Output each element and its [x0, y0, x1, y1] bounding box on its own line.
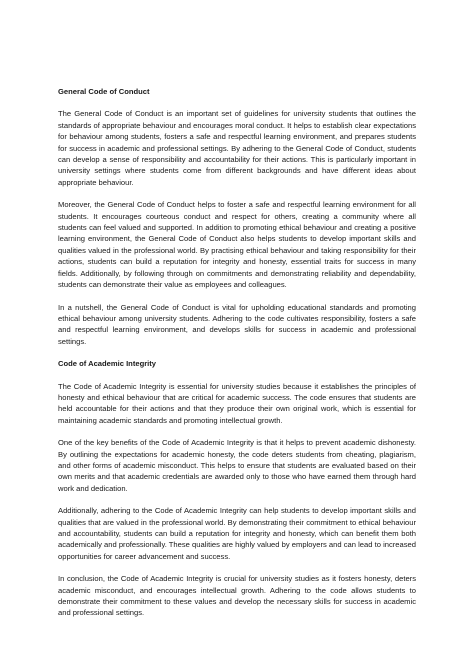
paragraph: Moreover, the General Code of Conduct helps to foster a safe and respectful learning environment for all students. It encourages courteous conduct and respect for others, creating a community where all students can feel valued and supported. In addition to promoting ethical behaviour and creating a positive learning environment, the General Code of Conduct also helps students to develop important skills and qualities valued in the professional world. By practising ethical behaviour and taking responsibility for their actions, students can build a reputation for integrity and honesty, essential traits for success in many fields. Additionally, by following through on commitments and demonstrating reliability and dependability, students can demonstrate their value as employees and colleagues.: [58, 200, 416, 290]
paragraph: The General Code of Conduct is an important set of guidelines for university students that outlines the standards of appropriate behaviour and encourages moral conduct. It helps to establish clear expectations for behaviour among students, fosters a safe and respectful learning environment, and prepares students for success in academic and professional settings. By adhering to the General Code of Conduct, students can develop a sense of responsibility and accountability for their actions. This is particularly important in university settings where students come from different backgrounds and have different ideas about appropriate behaviour.: [58, 109, 416, 187]
paragraph: In a nutshell, the General Code of Conduct is vital for upholding educational standards and promoting ethical behaviour among university students. Adhering to the code cultivates responsibility, fosters a safe and respectful learning environment, and develops skills for success in academic and professional settings.: [58, 302, 416, 346]
paragraph: In conclusion, the Code of Academic Integrity is crucial for university studies as it fosters honesty, deters academic misconduct, and encourages intellectual growth. Adhering to the code allows students to demonstrate their commitment to these values and develop the necessary skills for success in academic and professional settings.: [58, 574, 416, 618]
document-page: [58, 86, 416, 630]
section-heading-general-code: General Code of Conduct: [58, 87, 150, 96]
section-heading-academic-integrity: Code of Academic Integrity: [58, 359, 157, 369]
paragraph: Additionally, adhering to the Code of Academic Integrity can help students to develop important skills and qualities that are valued in the professional world. By demonstrating their commitment to ethical behaviour and accountability, students can build a reputation for integrity and honesty, which can benefit them both academically and professionally. These qualities are highly valued by employers and can lead to increased opportunities for career advancement and success.: [58, 506, 416, 561]
paragraph: The Code of Academic Integrity is essential for university studies because it establishes the principles of honesty and ethical behaviour that are critical for academic success. The code ensures that students are held accountable for their actions and that they produce their own original work, which is essential for maintaining academic standards and promoting intellectual growth.: [58, 381, 416, 425]
paragraph: One of the key benefits of the Code of Academic Integrity is that it helps to prevent academic dishonesty. By outlining the expectations for academic honesty, the code deters students from cheating, plagiarism, and other forms of academic misconduct. This helps to ensure that students are evaluated based on their own merits and that academic credentials are awarded only to those who have earned them through hard work and dedication.: [58, 438, 416, 493]
